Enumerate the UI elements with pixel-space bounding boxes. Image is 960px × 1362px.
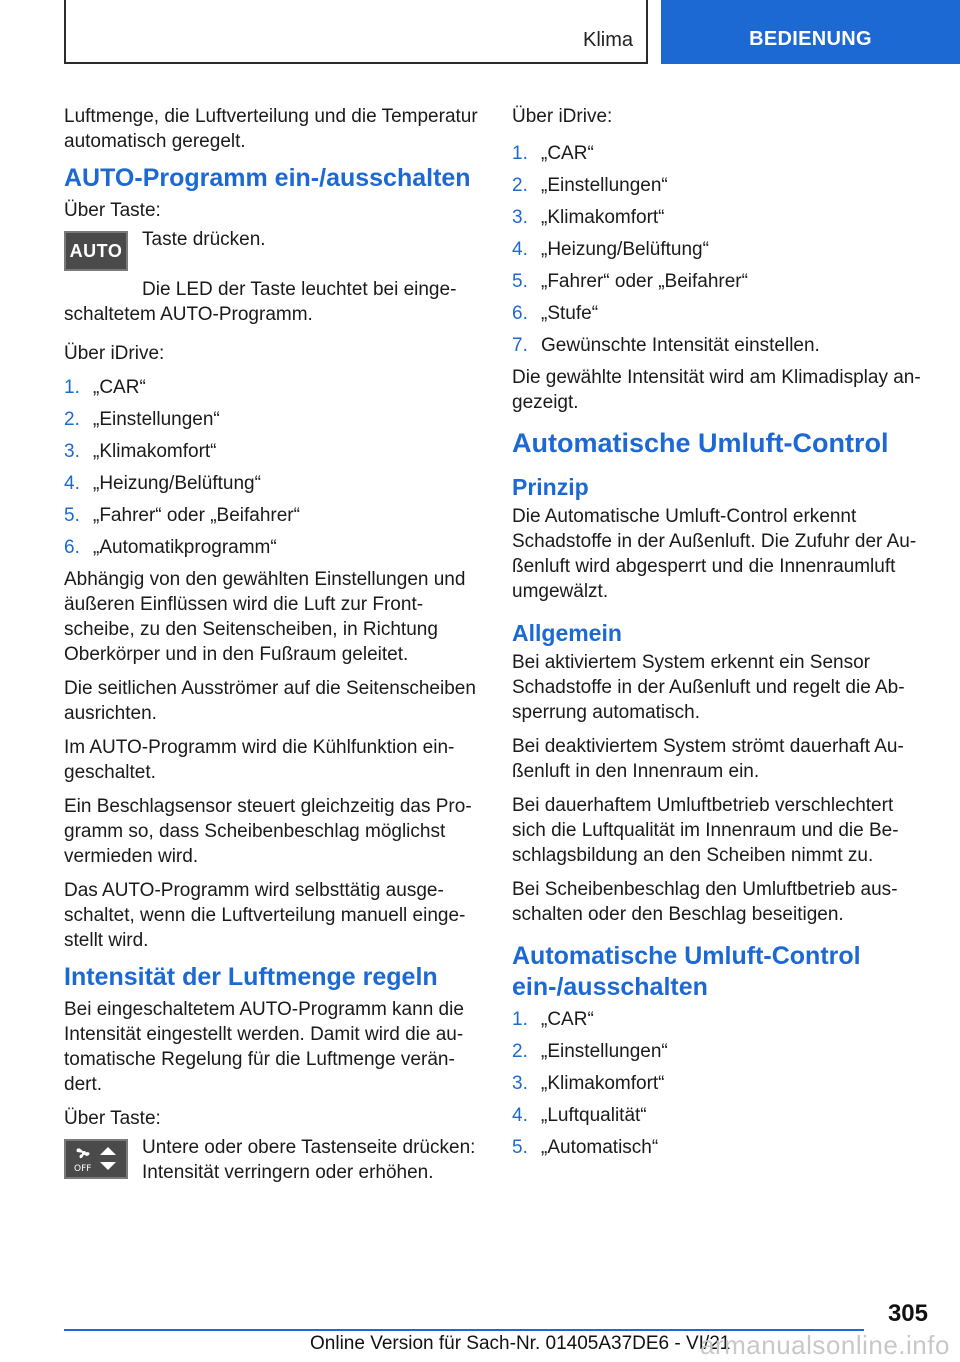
deactivated-paragraph: Bei deaktiviertem System strömt dauerhaft Außenluft in den Innenraum ein. (512, 736, 904, 782)
list-item: 2. „Einstellungen“ (64, 409, 220, 430)
fan-icon (70, 1144, 122, 1174)
list-item: 3. „Klimakomfort“ (512, 207, 665, 228)
auto-steps-list (64, 375, 480, 560)
list-item: 5. „Automatisch“ (512, 1137, 659, 1158)
list-item: 4. „Heizung/Belüftung“ (512, 239, 709, 260)
header-section-tab[interactable] (661, 0, 960, 64)
toggle-steps-list (512, 1007, 928, 1160)
list-item: 1. „CAR“ (64, 377, 146, 398)
page-number: 305 (887, 1300, 928, 1327)
list-item: 3. „Klimakomfort“ (64, 441, 217, 462)
watermark: armanualsonline.info (700, 1330, 950, 1360)
via-button-label: Über Taste: (64, 200, 161, 221)
via-idrive-label-right: Über iDrive: (512, 106, 613, 127)
intensity-heading: Intensität der Luftmenge regeln (64, 963, 438, 991)
activated-paragraph: Bei aktiviertem System erkennt ein Sensor Schadstoffe in der Außenluft und regelt die Absperrung automatisch. (512, 652, 905, 723)
list-item: 1. „CAR“ (512, 143, 594, 164)
right-column (512, 104, 928, 1167)
auto-button-icon (64, 231, 128, 271)
list-item: 3. „Klimakomfort“ (512, 1073, 665, 1094)
fan-button-icon (64, 1139, 128, 1179)
air-distribution-paragraph: Abhängig von den gewählten Einstellungen und äußeren Einflüssen wird die Luft zur Frontscheibe, zu den Seitenscheiben, in Richtung Oberkörper und in den Fußraum geleitet. (64, 569, 466, 665)
amc-heading: Automatische Umluft-Control (512, 428, 889, 458)
list-item: 1. „CAR“ (512, 1009, 594, 1030)
list-item: 2. „Einstellungen“ (512, 175, 668, 196)
intensity-steps-list (512, 141, 928, 358)
list-item: 6. „Automatikprogramm“ (64, 537, 277, 558)
auto-press-text: Taste drücken. (142, 229, 266, 250)
list-item: 4. „Luftqualität“ (512, 1105, 647, 1126)
svg-text:OFF: OFF (74, 1164, 92, 1174)
auto-program-heading: AUTO-Programm ein-/ausschalten (64, 164, 471, 192)
list-item: 4. „Heizung/Belüftung“ (64, 473, 261, 494)
online-version-text: Online Version für Sach-Nr. 01405A37DE6 - VI/21 (310, 1333, 731, 1354)
list-item: 7. Gewünschte Intensität einstellen. (512, 335, 820, 356)
list-item: 5. „Fahrer“ oder „Beifahrer“ (64, 505, 300, 526)
auto-key-row (64, 227, 480, 275)
header-section-title: BEDIENUNG (749, 28, 872, 50)
list-item: 6. „Stufe“ (512, 303, 599, 324)
principle-heading: Prinzip (512, 474, 589, 500)
intensity-display-paragraph: Die gewählte Intensität wird am Klimadisplay angezeigt. (512, 367, 921, 413)
auto-led-text: Die LED der Taste leuchtet bei eingeschaltetem AUTO-Programm. (64, 279, 457, 325)
auto-button-label: AUTO (69, 240, 123, 261)
via-idrive-label: Über iDrive: (64, 343, 165, 364)
cooling-paragraph: Im AUTO-Programm wird die Kühlfunktion eingeschaltet. (64, 737, 455, 783)
recirculation-paragraph: Bei dauerhaftem Umluftbetrieb verschlechtert sich die Luftqualität im Innenraum und die Beschlagsbildung an den Scheiben nimmt zu. (512, 795, 899, 866)
header-chapter-title: Klima (582, 29, 633, 51)
list-item: 5. „Fahrer“ oder „Beifahrer“ (512, 271, 748, 292)
principle-paragraph: Die Automatische Umluft-Control erkennt Schadstoffe in der Außenluft. Die Zufuhr der Außenluft wird abgesperrt und die Innenraumluft umgewälzt. (512, 506, 917, 602)
general-heading: Allgemein (512, 620, 622, 646)
left-column (64, 104, 480, 1191)
fog-sensor-paragraph: Ein Beschlagsensor steuert gleichzeitig das Programm so, dass Scheibenbeschlag möglichst vermieden wird. (64, 796, 472, 867)
list-item: 2. „Einstellungen“ (512, 1041, 668, 1062)
intro-paragraph: Luftmenge, die Luftverteilung und die Temperatur automatisch geregelt. (64, 106, 478, 152)
side-vents-paragraph: Die seitlichen Ausströmer auf die Seitenscheiben ausrichten. (64, 678, 476, 724)
via-button-label-2: Über Taste: (64, 1108, 161, 1129)
amc-toggle-heading: Automatische Umluft-Control ein-/ausschalten (512, 942, 861, 1001)
window-fog-paragraph: Bei Scheibenbeschlag den Umluftbetrieb ausschalten oder den Beschlag beseitigen. (512, 879, 898, 925)
fan-intensity-text: Untere oder obere Tastenseite drücken: Intensität verringern oder erhöhen. (142, 1137, 476, 1183)
header-chapter-box (64, 0, 648, 64)
intensity-paragraph: Bei eingeschaltetem AUTO-Programm kann die Intensität eingestellt werden. Damit wird die automatische Regelung für die Luftmenge verändert. (64, 999, 464, 1095)
auto-off-paragraph: Das AUTO-Programm wird selbsttätig ausgeschaltet, wenn die Luftverteilung manuell eingestellt wird. (64, 880, 466, 951)
fan-key-row (64, 1135, 480, 1185)
